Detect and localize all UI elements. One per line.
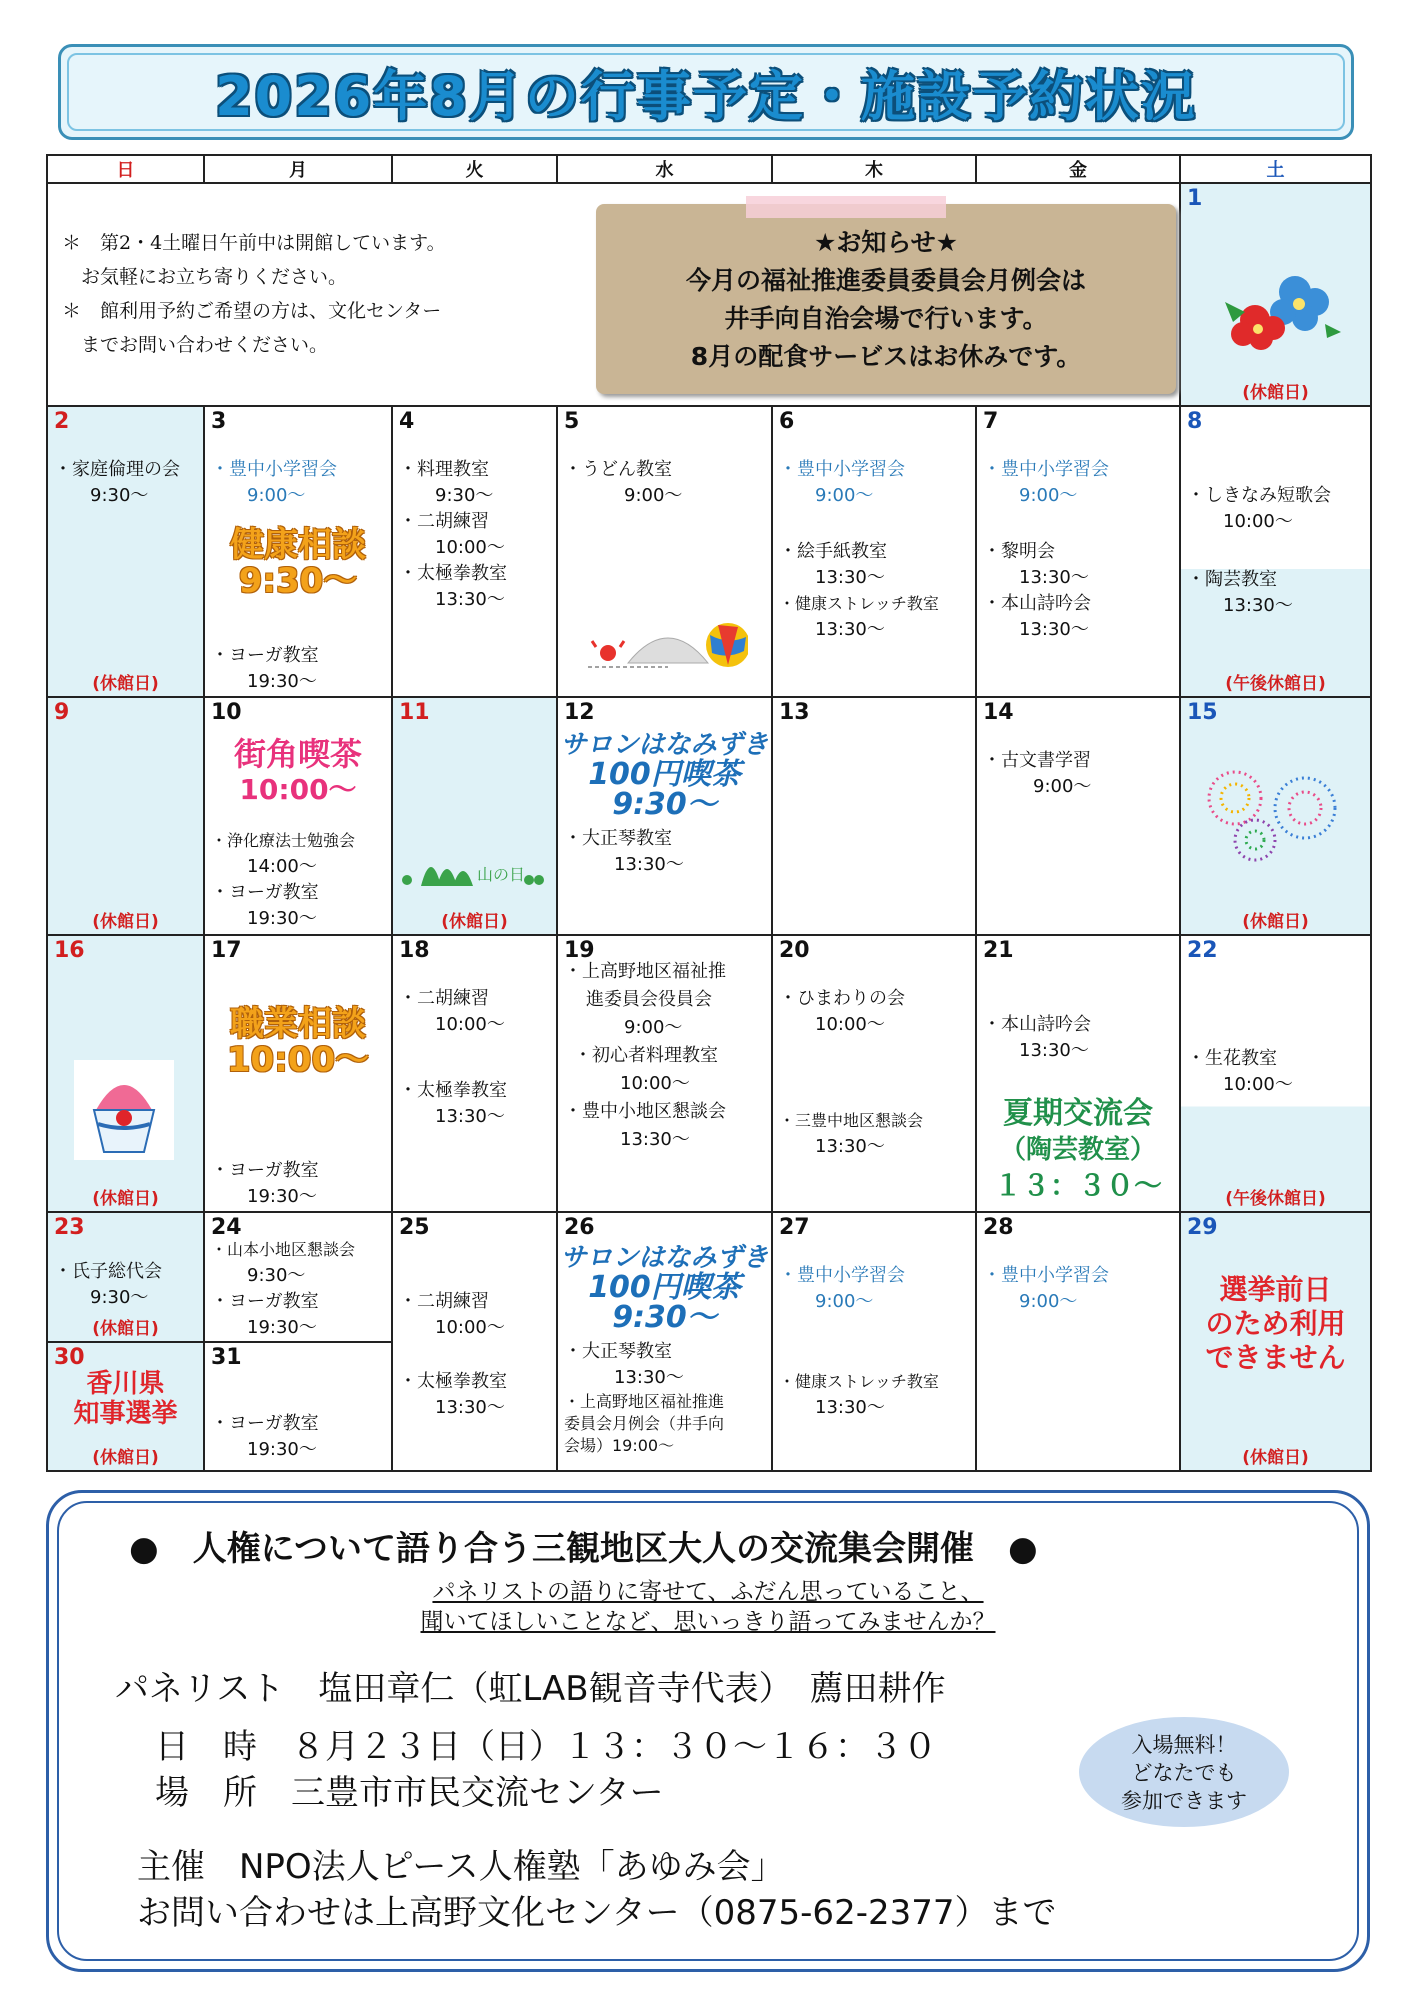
- calendar: [46, 154, 1372, 1472]
- day-cell-23: 23 ・氏子総代会 9:30～ (休館日): [48, 1213, 203, 1342]
- panelist: パネリスト 塩田章仁（虹LAB観音寺代表） 薦田耕作: [115, 1669, 946, 1709]
- day-cell-10: 10 街角喫茶 10:00～ ・浄化療法士勉強会 14:00～ ・ヨーガ教室 19:30～: [204, 697, 392, 934]
- organizer: 主催 NPO法人ピース人権塾「あゆみ会」: [137, 1847, 785, 1887]
- day-cell-13: 13: [772, 697, 976, 934]
- day-cell-18: 18 ・二胡練習 10:00～ ・太極拳教室 13:30～: [392, 935, 557, 1212]
- day-cell-9: 9 (休館日): [47, 697, 204, 934]
- announcement-heading: ● 人権について語り合う三観地区大人の交流集会開催 ●: [129, 1529, 1038, 1569]
- shaved-ice-icon: [74, 1060, 174, 1160]
- salon-hanamizuki: サロンはなみずき: [560, 730, 769, 761]
- page-title: 2026年8月の行事予定・施設予約状況: [215, 64, 1197, 128]
- day-cell-8: 8 ・しきなみ短歌会 10:00～ ・陶芸教室 13:30～ (午後休館日): [1180, 406, 1371, 697]
- weekday-mon: 月: [204, 155, 392, 183]
- shokugyo-soudan: 職業相談: [230, 1003, 366, 1044]
- title-banner: [58, 44, 1354, 140]
- day-cell-11: 11 山の日 (休館日): [392, 697, 557, 934]
- weekday-fri: 金: [976, 155, 1180, 183]
- machikado-kissa: 街角喫茶: [233, 735, 362, 774]
- day-cell-24-31: [204, 1212, 392, 1471]
- kenko-soudan: 健康相談: [230, 525, 366, 566]
- fireworks-icon: [1195, 758, 1355, 868]
- day-cell-1: 1 (休館日): [1180, 183, 1371, 406]
- day-cell-26: 26 サロンはなみずき 100円喫茶 9:30～ ・大正琴教室 13:30～ ・上高野地区福祉推進 委員会月例会（井手向 会場）19:00～: [557, 1212, 772, 1471]
- day-cell-27: 27 ・豊中小学習会 9:00～ ・健康ストレッチ教室 13:30～: [772, 1212, 976, 1471]
- notice-board: ★お知らせ★ 今月の福祉推進委員委員会月例会は 井手向自治会場で行います。 8月の配食サービスはお休みです。: [596, 204, 1176, 394]
- day-cell-7: 7 ・豊中小学習会 9:00～ ・黎明会 13:30～ ・本山詩吟会 13:30～: [976, 406, 1180, 697]
- event-date: 日 時 ８月２３日（日）１３：３０～１６：３０: [155, 1727, 937, 1767]
- weekday-wed: 水: [557, 155, 772, 183]
- day-cell-19: 19 ・上高野地区福祉推 進委員会役員会 9:00～ ・初心者料理教室 10:00～ ・豊中小地区懇談会 13:30～: [557, 935, 772, 1212]
- svg-text:山の日: 山の日: [477, 865, 526, 885]
- hibiscus-icon: [1215, 262, 1345, 352]
- day-cell-22: 22 ・生花教室 10:00～ (午後休館日): [1180, 935, 1371, 1212]
- kaki-kouryuukai: 夏期交流会: [1003, 1095, 1153, 1131]
- day-cell-21: 21 ・本山詩吟会 13:30～ 夏期交流会 （陶芸教室） １３：３０～: [976, 935, 1180, 1212]
- day-cell-4: 4 ・料理教室 9:30～ ・二胡練習 10:00～ ・太極拳教室 13:30～: [392, 406, 557, 697]
- day-cell-14: 14 ・古文書学習 9:00～: [976, 697, 1180, 934]
- weekday-sat: 土: [1180, 155, 1371, 183]
- day-cell-30: 30 香川県 知事選挙 (休館日): [48, 1341, 203, 1470]
- day-cell-20: 20 ・ひまわりの会 10:00～ ・三豊中地区懇談会 13:30～: [772, 935, 976, 1212]
- event-announcement: ● 人権について語り合う三観地区大人の交流集会開催 ● パネリストの語りに寄せて、ふだん思っていること、 聞いてほしいことなど、思いっきり語ってみませんか？ パネリスト 塩田章仁（虹LAB観音寺代表） 薦田耕作 日 時 ８月２３日（日）１３：３０～１６：３０ 場 所 三豊市市民交流センター 主催 NPO法人ピース人権塾「あゆみ会」 お問い合わせは上高野文化センター（0875-62-2377）まで 入場無料！ どなたでも 参加できます: [46, 1490, 1370, 1972]
- day-cell-29: 29 選挙前日 のため利用 できません (休館日): [1180, 1212, 1371, 1471]
- day-cell-16: 16 (休館日): [47, 935, 204, 1212]
- notes: ＊ 第2・4土曜日午前中は開館しています。 お気軽にお立ち寄りください。 ＊ 館利用予約ご希望の方は、文化センター までお問い合わせください。: [62, 232, 446, 357]
- free-entry-badge: 入場無料！ どなたでも 参加できます: [1079, 1717, 1289, 1827]
- day-cell-6: 6 ・豊中小学習会 9:00～ ・絵手紙教室 13:30～ ・健康ストレッチ教室 13:30～: [772, 406, 976, 697]
- day-cell-17: 17 職業相談 10:00～ ・ヨーガ教室 19:30～: [204, 935, 392, 1212]
- weekday-sun: 日: [47, 155, 204, 183]
- day-cell-15: 15 (休館日): [1180, 697, 1371, 934]
- day-cell-31: 31 ・ヨーガ教室 19:30～: [205, 1341, 391, 1470]
- mountain-day-icon: [401, 848, 549, 888]
- weekday-tue: 火: [392, 155, 557, 183]
- day-cell-3: 3 ・豊中小学習会 9:00～ 健康相談 9:30～ ・ヨーガ教室 19:30～: [204, 406, 392, 697]
- day-cell-2: 2 ・家庭倫理の会 9:30～ (休館日): [47, 406, 204, 697]
- day-cell-28: 28 ・豊中小学習会 9:00～: [976, 1212, 1180, 1471]
- notice-head: ★お知らせ★: [813, 228, 959, 258]
- crab-beach-icon: [588, 603, 748, 673]
- notes-cell: [47, 183, 1180, 406]
- contact: お問い合わせは上高野文化センター（0875-62-2377）まで: [137, 1893, 1057, 1933]
- event-place: 場 所 三豊市市民交流センター: [155, 1773, 664, 1813]
- day-cell-24: 24 ・山本小地区懇談会 9:30～ ・ヨーガ教室 19:30～: [211, 1214, 356, 1338]
- day-cell-25: 25 ・二胡練習 10:00～ ・太極拳教室 13:30～: [392, 1212, 557, 1471]
- weekday-thu: 木: [772, 155, 976, 183]
- day-cell-23-30: [47, 1212, 204, 1471]
- day-cell-5: 5 ・うどん教室 9:00～: [557, 406, 772, 697]
- day-cell-12: 12 サロンはなみずき 100円喫茶 9:30～ ・大正琴教室 13:30～: [557, 697, 772, 934]
